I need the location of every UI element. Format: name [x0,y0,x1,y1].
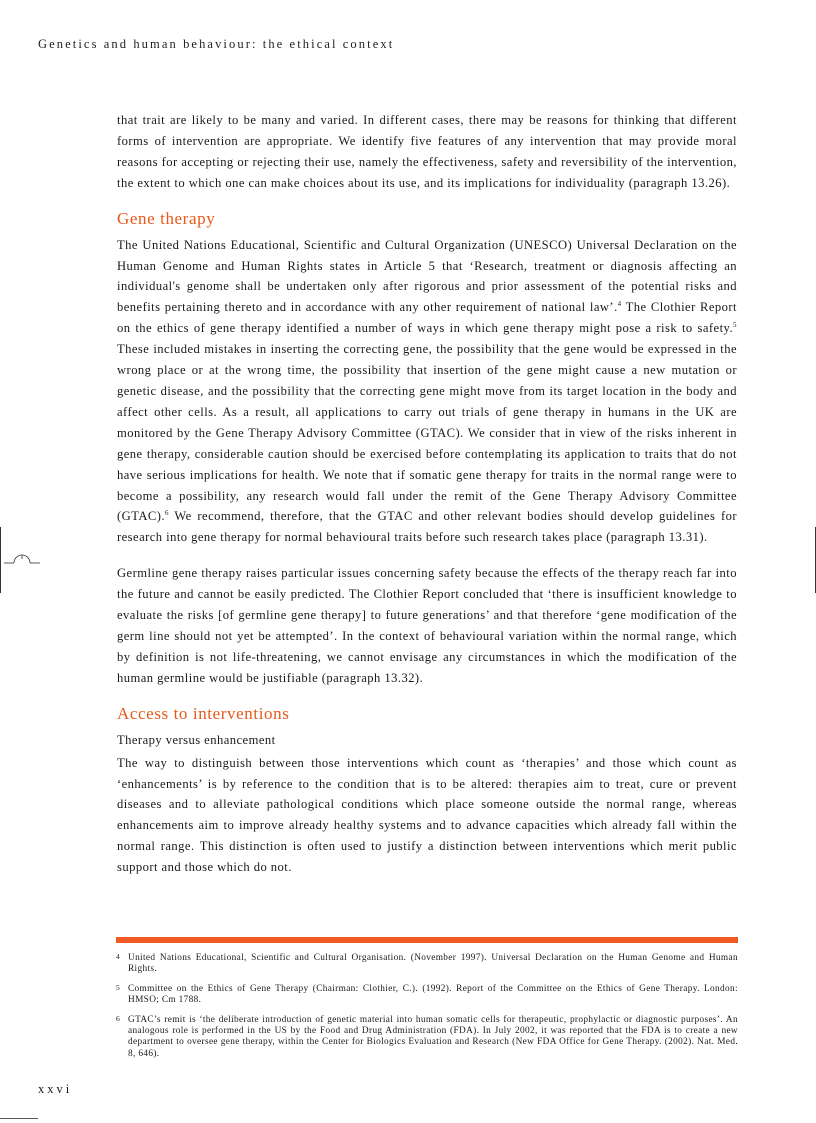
heading-gene-therapy: Gene therapy [117,208,216,228]
gene-therapy-paragraph-1 [117,235,737,549]
gt1-text-d: We recommend, therefore, that the GTAC and other relevant bodies should develop guidelines for research into gene therapy for normal behavioural traits before such research takes place (paragraph 13.31). [117,509,737,545]
access-paragraph: The way to distinguish between those interventions which count as ‘therapies’ and those which count as ‘enhancements’ is by reference to the condition that is to be altered: therapies aim to treat, cure or prevent diseases and to alleviate pathological conditions which place someone outside the normal range, whereas enhancements aim to improve already healthy systems and to advance capacities which already fall within the normal range. This distinction is often used to justify a distinction between interventions which merit public support and those which do not. [117,755,737,875]
bottom-edge-mark [0,1118,38,1119]
footnote-ref-6[interactable]: 6 [164,509,169,518]
running-head: Genetics and human behaviour: the ethical context [38,37,395,51]
main-text [117,110,737,878]
page-number: xxvi [38,1082,73,1096]
footnote-5 [116,984,738,1007]
intro-paragraph: that trait are likely to be many and varied. In different cases, there may be reasons for thinking that different forms of intervention are appropriate. We identify five features of any intervention that may provide moral reasons for accepting or rejecting their use, namely the effectiveness, safety and reversibility of the intervention, the extent to which one can make choices about its use, and its implications for individuality (paragraph 13.26). [117,113,737,190]
gt1-text-b: The Clothier Report on the ethics of gene therapy identified a number of ways in which gene therapy might pose a risk to safety. [117,300,737,336]
footnote-text: GTAC’s remit is ‘the deliberate introduction of genetic material into human somatic cells for therapeutic, prophylactic or diagnostic purposes’. An analogous role is performed in the US by the Food and Drug Administration (FDA). In July 2002, it was reported that the FDA is to create a new department to oversee gene therapy, within the Center for Biologics Evaluation and Research (New FDA Office for Gene Therapy. (2002). Nat. Med. 8, 646). [128,1014,738,1059]
footnote-text: United Nations Educational, Scientific and Cultural Organisation. (November 1997). Universal Declaration on the Human Genome and Human Rights. [128,953,738,975]
footnote-number: 5 [116,982,121,992]
gene-therapy-paragraph-2: Germline gene therapy raises particular issues concerning safety because the effects of the therapy reach far into the future and cannot be easily predicted. The Clothier Report concluded that ‘there is insufficient knowledge to evaluate the risks [of germline gene therapy] to future generations’ and that therefore ‘gene modification of the germ line should not yet be attempted’. In the context of behavioural variation within the normal range, which by definition is not life-threatening, we cannot envisage any circumstances in which the modification of the human germline would be justifiable (paragraph 13.32). [117,566,737,685]
footnote-text: Committee on the Ethics of Gene Therapy (Chairman: Clothier, C.). (1992). Report of the Committee on the Ethics of Gene Therapy. London: HMSO; Cm 1788. [128,983,738,1006]
footnote-number: 6 [116,1013,121,1023]
footnote-ref-5[interactable]: 5 [733,321,737,330]
registration-mark-icon [0,538,42,588]
subheading-therapy-vs-enhancement: Therapy versus enhancement [117,732,276,747]
footnote-6 [116,1015,738,1061]
footnote-number: 4 [116,952,121,961]
gt1-text-a: The United Nations Educational, Scientific and Cultural Organization (UNESCO) Universal Declaration on the Human Genome and Human Rights states in Article 5 that ‘Research, treatment or diagnosis affecting an individual's genome shall be undertaken only after rigorous and prior assessment of the potential risks and benefits pertaining thereto and in accordance with any other requirement of national law’. [117,237,737,315]
heading-access-to-interventions: Access to interventions [117,703,290,723]
footnote-4 [116,953,738,976]
gt1-text-c: These included mistakes in inserting the correcting gene, the possibility that the gene would be expressed in the wrong place or at the wrong time, the possibility that insertion of the gene might cause a new mutation or genetic disease, and the possibility that the correcting gene might move from its target location in the body and affect other cells. As a result, all applications to carry out trials of gene therapy in humans in the UK are monitored by the Gene Therapy Advisory Committee (GTAC). We consider that in view of the risks inherent in gene therapy, considerable caution should be exercised before contemplating its application to traits that do not have serious implications for health. We note that if somatic gene therapy for traits in the normal range were to become a possibility, any research would fall under the remit of the Gene Therapy Advisory Committee (GTAC). [117,342,737,524]
footnotes [116,953,738,1068]
footnote-rule [116,937,738,943]
footnote-ref-4[interactable]: 4 [617,300,622,309]
